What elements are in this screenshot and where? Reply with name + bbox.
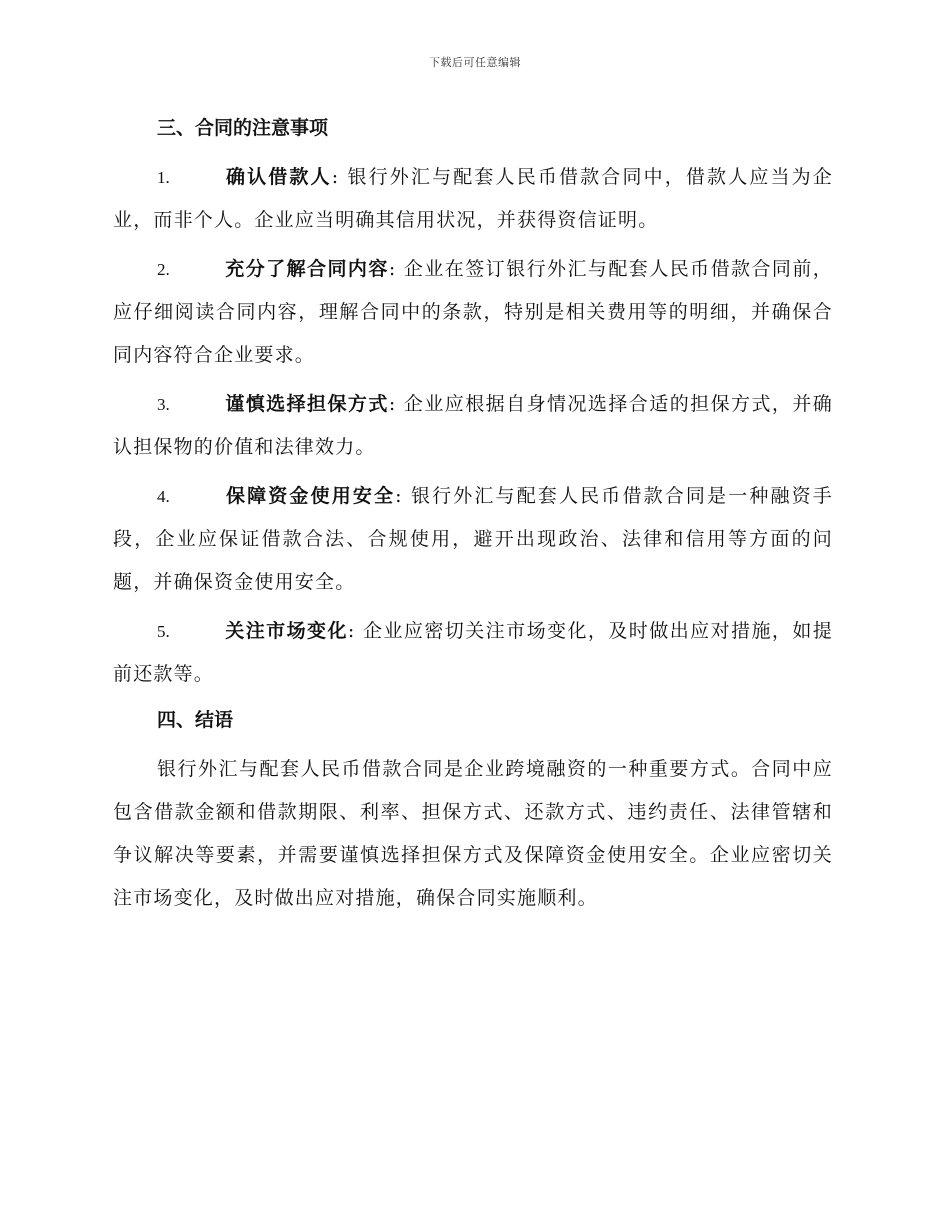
list-item bbox=[113, 475, 833, 604]
item-text: 企业在签订银行外汇与配套人民币借款合同前，应仔细阅读合同内容，理解合同中的条款，特别是相关费用等的明细，并确保合同内容符合企业要求。 bbox=[113, 258, 834, 366]
item-number: 1. bbox=[157, 168, 170, 187]
item-separator: : bbox=[347, 620, 364, 642]
item-number: 4. bbox=[157, 487, 170, 506]
section-heading-conclusion: 四、结语 bbox=[157, 709, 234, 731]
list-item bbox=[113, 156, 833, 242]
conclusion-paragraph: 银行外汇与配套人民币借款合同是企业跨境融资的一种重要方式。合同中应包含借款金额和借款期限、利率、担保方式、还款方式、违约责任、法律管辖和争议解决等要素，并需要谨慎选择担保方式及保障资金使用安全。企业应密切关注市场变化，及时做出应对措施，确保合同实施顺利。 bbox=[113, 758, 833, 909]
document-body bbox=[113, 110, 833, 920]
item-term: 谨慎选择担保方式 bbox=[225, 393, 389, 415]
item-term: 保障资金使用安全 bbox=[225, 485, 396, 507]
list-item bbox=[113, 248, 833, 377]
item-text: 银行外汇与配套人民币借款合同是一种融资手段，企业应保证借款合法、合规使用，避开出现政治、法律和信用等方面的问题，并确保资金使用安全。 bbox=[113, 485, 833, 593]
item-separator: : bbox=[388, 258, 404, 280]
list-item bbox=[113, 383, 833, 469]
item-text: 企业应密切关注市场变化，及时做出应对措施，如提前还款等。 bbox=[113, 620, 834, 685]
page-header: 下载后可任意编辑 bbox=[429, 56, 521, 69]
item-number: 5. bbox=[157, 622, 170, 641]
item-separator: : bbox=[388, 393, 404, 415]
item-term: 关注市场变化 bbox=[225, 620, 348, 642]
item-separator: : bbox=[331, 166, 348, 188]
item-text: 企业应根据自身情况选择合适的担保方式，并确认担保物的价值和法律效力。 bbox=[113, 393, 834, 458]
item-number: 3. bbox=[157, 395, 170, 414]
item-number: 2. bbox=[157, 260, 170, 279]
item-separator: : bbox=[395, 485, 411, 507]
section-heading-notes: 三、合同的注意事项 bbox=[157, 117, 329, 139]
item-term: 确认借款人 bbox=[225, 166, 332, 188]
item-text: 银行外汇与配套人民币借款合同中，借款人应当为企业，而非个人。企业应当明确其信用状况，并获得资信证明。 bbox=[113, 166, 833, 231]
list-item bbox=[113, 610, 833, 696]
item-term: 充分了解合同内容 bbox=[225, 258, 389, 280]
